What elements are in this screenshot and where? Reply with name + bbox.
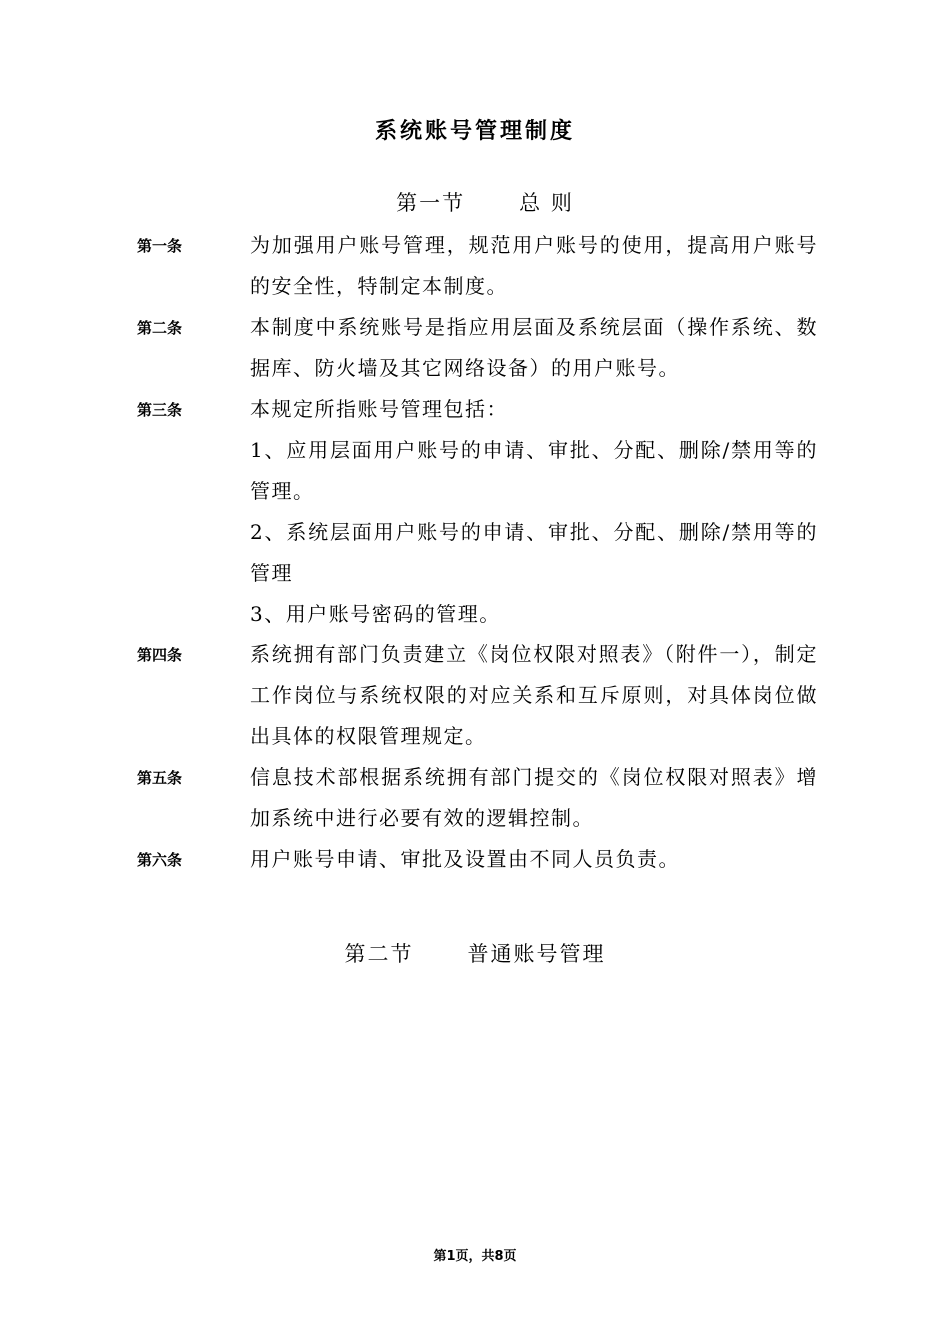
article-list-item: 3、用户账号密码的管理。 bbox=[250, 602, 501, 626]
document-title: 系统账号管理制度 bbox=[374, 119, 575, 144]
article-label: 第六条 bbox=[137, 851, 183, 869]
article-list-item: 1、应用层面用户账号的申请、审批、分配、删除/禁用等的管理。 bbox=[250, 438, 818, 503]
section-number: 第一节 bbox=[396, 191, 466, 215]
article-body bbox=[250, 839, 818, 880]
article-paragraph: 用户账号申请、审批及设置由不同人员负责。 bbox=[250, 847, 680, 871]
article-paragraph: 本制度中系统账号是指应用层面及系统层面（操作系统、数据库、防火墙及其它网络设备）的用户账号。 bbox=[250, 315, 818, 380]
section-number: 第二节 bbox=[344, 942, 414, 966]
article-label: 第二条 bbox=[137, 319, 183, 337]
section-name: 普通账号管理 bbox=[467, 942, 606, 966]
section-heading-1 bbox=[10, 188, 950, 218]
article-body bbox=[250, 634, 818, 757]
article-paragraph: 本规定所指账号管理包括： bbox=[250, 397, 508, 421]
article-body bbox=[250, 757, 818, 839]
article-label: 第三条 bbox=[137, 401, 183, 419]
section-name: 总 则 bbox=[519, 191, 574, 215]
article-body bbox=[250, 389, 818, 635]
article-label: 第五条 bbox=[137, 769, 183, 787]
section-heading-2 bbox=[0, 939, 950, 969]
article-paragraph: 系统拥有部门负责建立《岗位权限对照表》（附件一），制定工作岗位与系统权限的对应关系和互斥原则，对具体岗位做出具体的权限管理规定。 bbox=[250, 642, 818, 748]
article-paragraph: 信息技术部根据系统拥有部门提交的《岗位权限对照表》增加系统中进行必要有效的逻辑控制。 bbox=[250, 765, 818, 830]
article-body bbox=[250, 307, 818, 389]
article-label: 第四条 bbox=[137, 646, 183, 664]
article-label: 第一条 bbox=[137, 237, 183, 255]
page-footer: 第1页，共8页 bbox=[433, 1249, 517, 1264]
article-list-item: 2、系统层面用户账号的申请、审批、分配、删除/禁用等的管理 bbox=[250, 520, 818, 585]
article-body bbox=[250, 225, 818, 307]
article-paragraph: 为加强用户账号管理，规范用户账号的使用，提高用户账号的安全性，特制定本制度。 bbox=[250, 233, 818, 298]
